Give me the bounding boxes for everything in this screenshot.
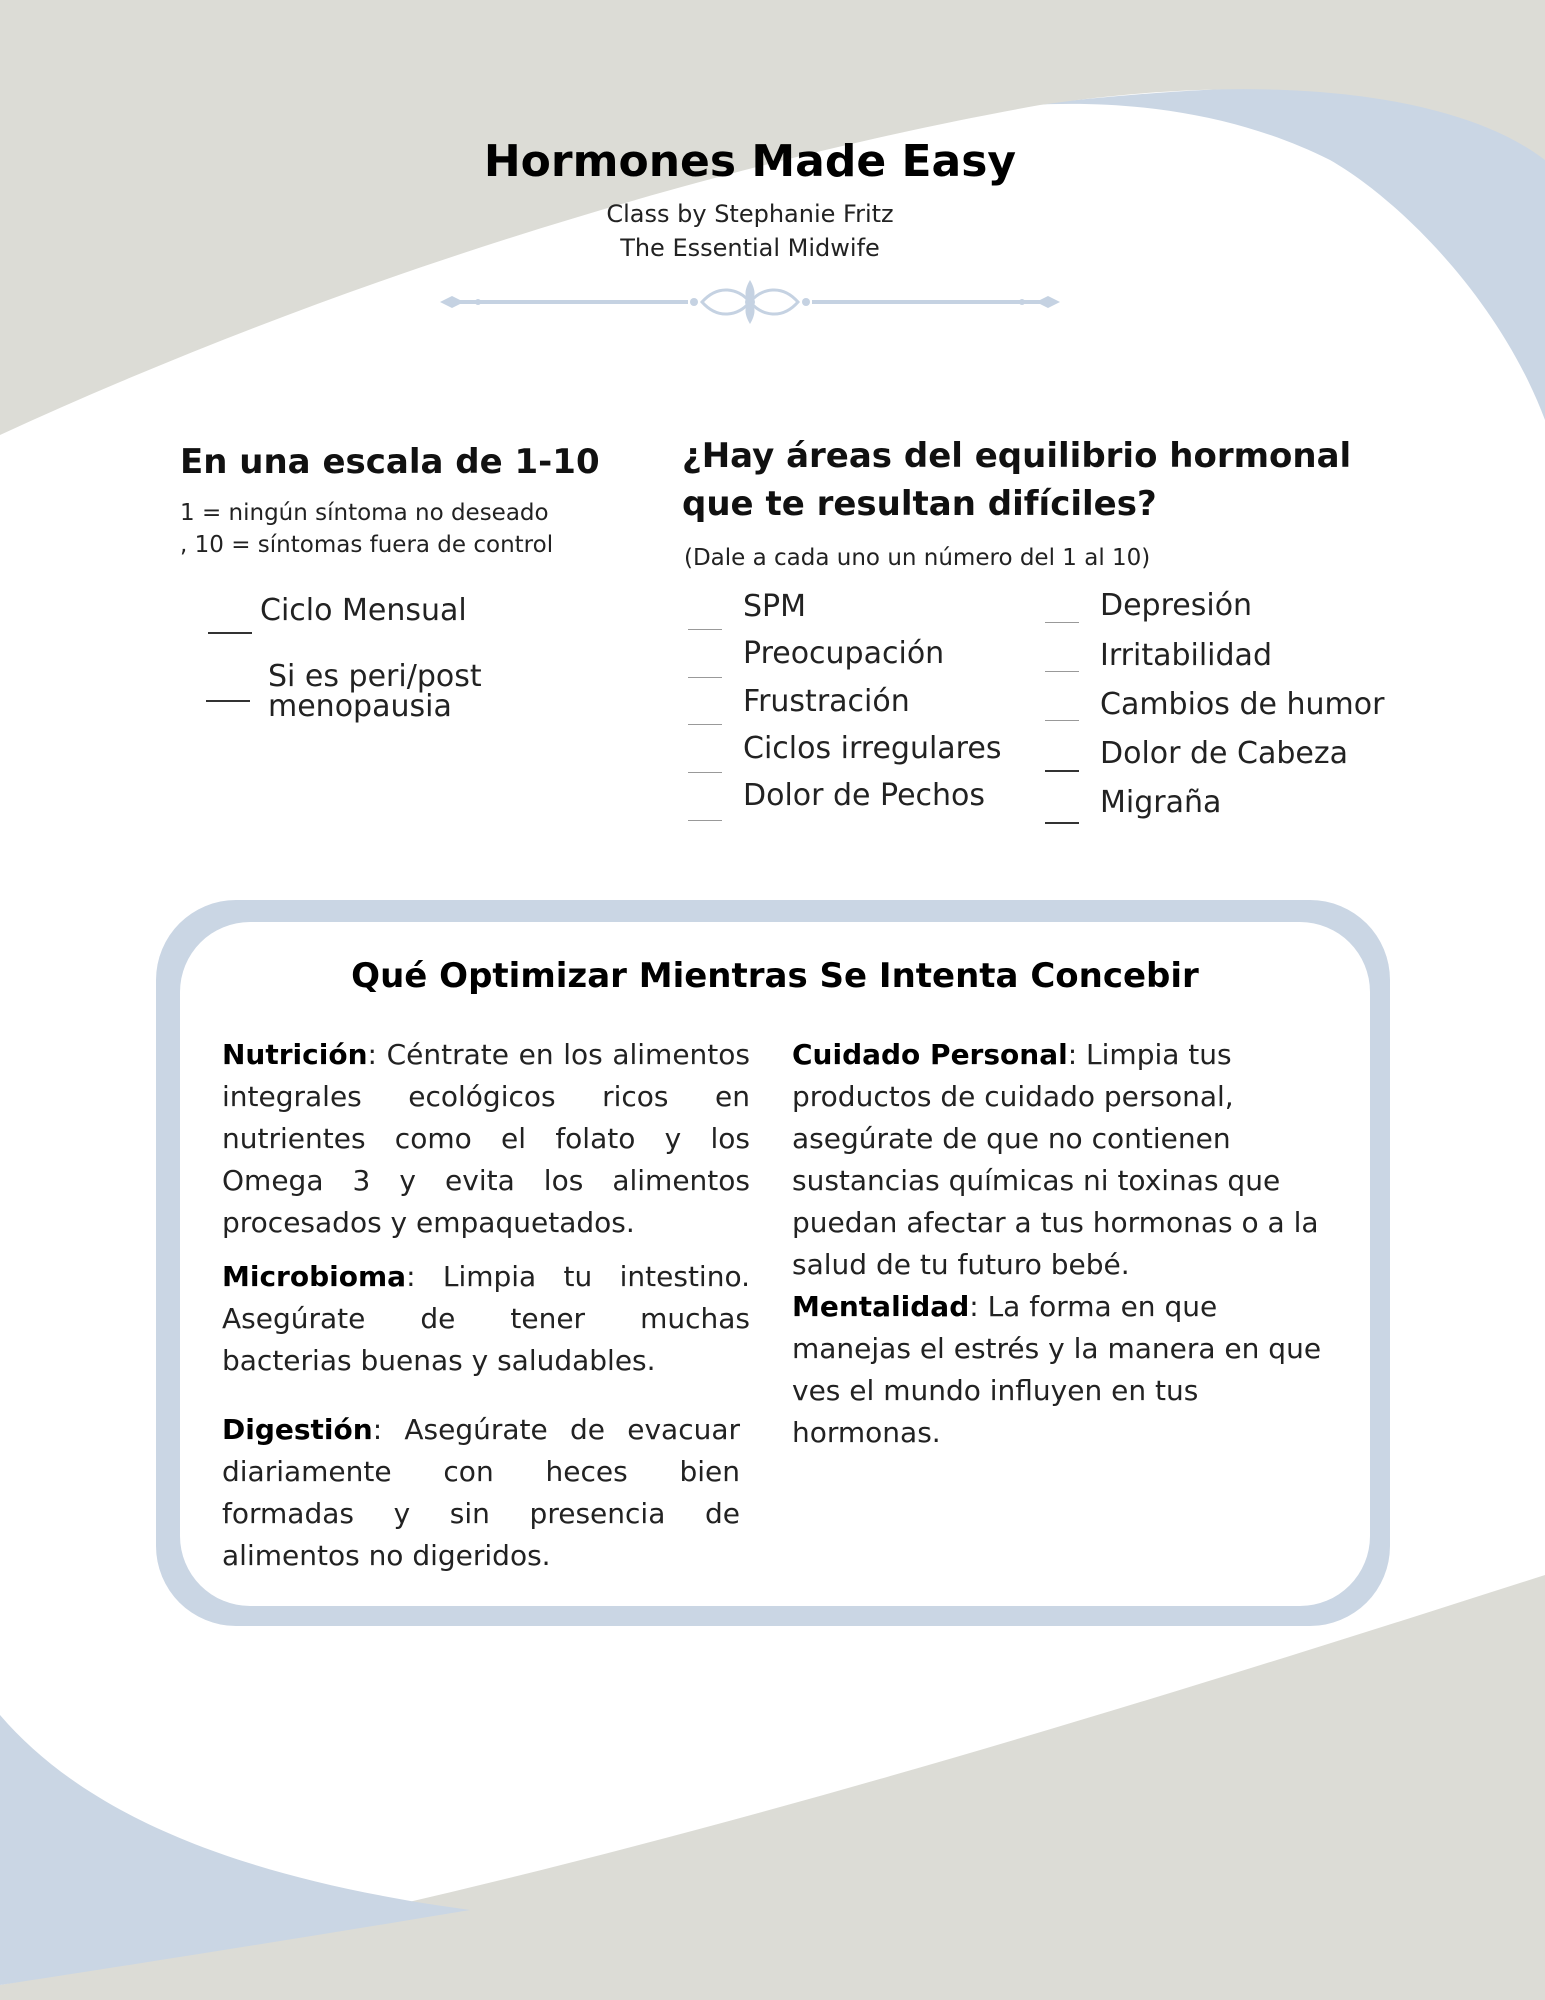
page-title: Hormones Made Easy — [483, 136, 1017, 187]
subtitle-organization: The Essential Midwife — [620, 234, 880, 262]
areas-heading-line-2: que te resultan difíciles? — [682, 484, 1157, 524]
blank-cambios-de-humor[interactable] — [1045, 720, 1079, 721]
areas-instruction: (Dale a cada uno un número del 1 al 10) — [684, 545, 1151, 571]
scale-note-1: 1 = ningún síntoma no deseado — [180, 500, 549, 526]
scale-item-peri-post: Si es peri/post — [268, 659, 482, 694]
label-microbioma: Microbioma — [222, 1260, 407, 1293]
blank-preocupacion[interactable] — [688, 677, 722, 678]
label-nutricion: Nutrición — [222, 1038, 368, 1071]
blank-frustracion[interactable] — [688, 724, 722, 725]
subtitle-author: Class by Stephanie Fritz — [606, 200, 894, 228]
area-item-dolor-de-cabeza: Dolor de Cabeza — [1100, 736, 1349, 771]
area-item-frustracion: Frustración — [743, 684, 910, 719]
blank-ciclos-irregulares[interactable] — [688, 772, 722, 773]
area-item-dolor-de-pechos: Dolor de Pechos — [743, 778, 986, 813]
area-item-spm: SPM — [743, 589, 807, 624]
para-cuidado-personal — [792, 1034, 1332, 1286]
area-item-preocupacion: Preocupación — [743, 636, 945, 671]
ornament-divider-icon — [438, 278, 1062, 340]
label-mentalidad: Mentalidad — [792, 1290, 970, 1323]
para-digestion — [222, 1409, 740, 1577]
blank-ciclo-mensual[interactable] — [208, 632, 252, 634]
blank-dolor-de-pechos[interactable] — [688, 820, 722, 821]
area-item-ciclos-irregulares: Ciclos irregulares — [743, 731, 1002, 766]
areas-heading-line-1: ¿Hay áreas del equilibrio hormonal — [682, 436, 1352, 476]
para-mentalidad — [792, 1286, 1332, 1454]
area-item-depresion: Depresión — [1100, 588, 1253, 623]
scale-note-2: , 10 = síntomas fuera de control — [180, 532, 554, 558]
blank-irritabilidad[interactable] — [1045, 671, 1079, 672]
blank-spm[interactable] — [688, 629, 722, 630]
label-cuidado-personal: Cuidado Personal — [792, 1038, 1068, 1071]
scale-heading: En una escala de 1-10 — [180, 442, 600, 482]
para-nutricion — [222, 1034, 750, 1244]
optimize-title: Qué Optimizar Mientras Se Intenta Concebir — [351, 956, 1199, 996]
scale-item-menopausia: menopausia — [268, 689, 452, 724]
text-digestion: : Asegúrate de evacuar diariamente con heces bien formadas y sin presencia de alimentos no digeridos. — [222, 1413, 740, 1572]
text-microbioma: : Limpia tu intestino. Asegúrate de tener muchas bacterias buenas y saludables. — [222, 1260, 750, 1377]
blank-dolor-de-cabeza[interactable] — [1045, 770, 1079, 772]
area-item-irritabilidad: Irritabilidad — [1100, 638, 1272, 673]
blank-depresion[interactable] — [1045, 622, 1079, 623]
para-microbioma — [222, 1256, 750, 1382]
text-cuidado-personal: : Limpia tus productos de cuidado personal, asegúrate de que no contienen sustancias químicas ni toxinas que puedan afectar a tus hormonas o a la salud de tu futuro bebé. — [792, 1038, 1319, 1281]
area-item-migrana: Migraña — [1100, 785, 1222, 820]
text-nutricion: : Céntrate en los alimentos integrales ecológicos ricos en nutrientes como el folato y los Omega 3 y evita los alimentos procesados y empaquetados. — [222, 1038, 750, 1239]
label-digestion: Digestión — [222, 1413, 373, 1446]
area-item-cambios-de-humor: Cambios de humor — [1100, 687, 1385, 722]
text-mentalidad: : La forma en que manejas el estrés y la manera en que ves el mundo influyen en tus hormonas. — [792, 1290, 1322, 1449]
blank-menopausia[interactable] — [206, 700, 250, 702]
scale-item-ciclo-mensual: Ciclo Mensual — [260, 593, 467, 628]
blank-migrana[interactable] — [1045, 822, 1079, 824]
